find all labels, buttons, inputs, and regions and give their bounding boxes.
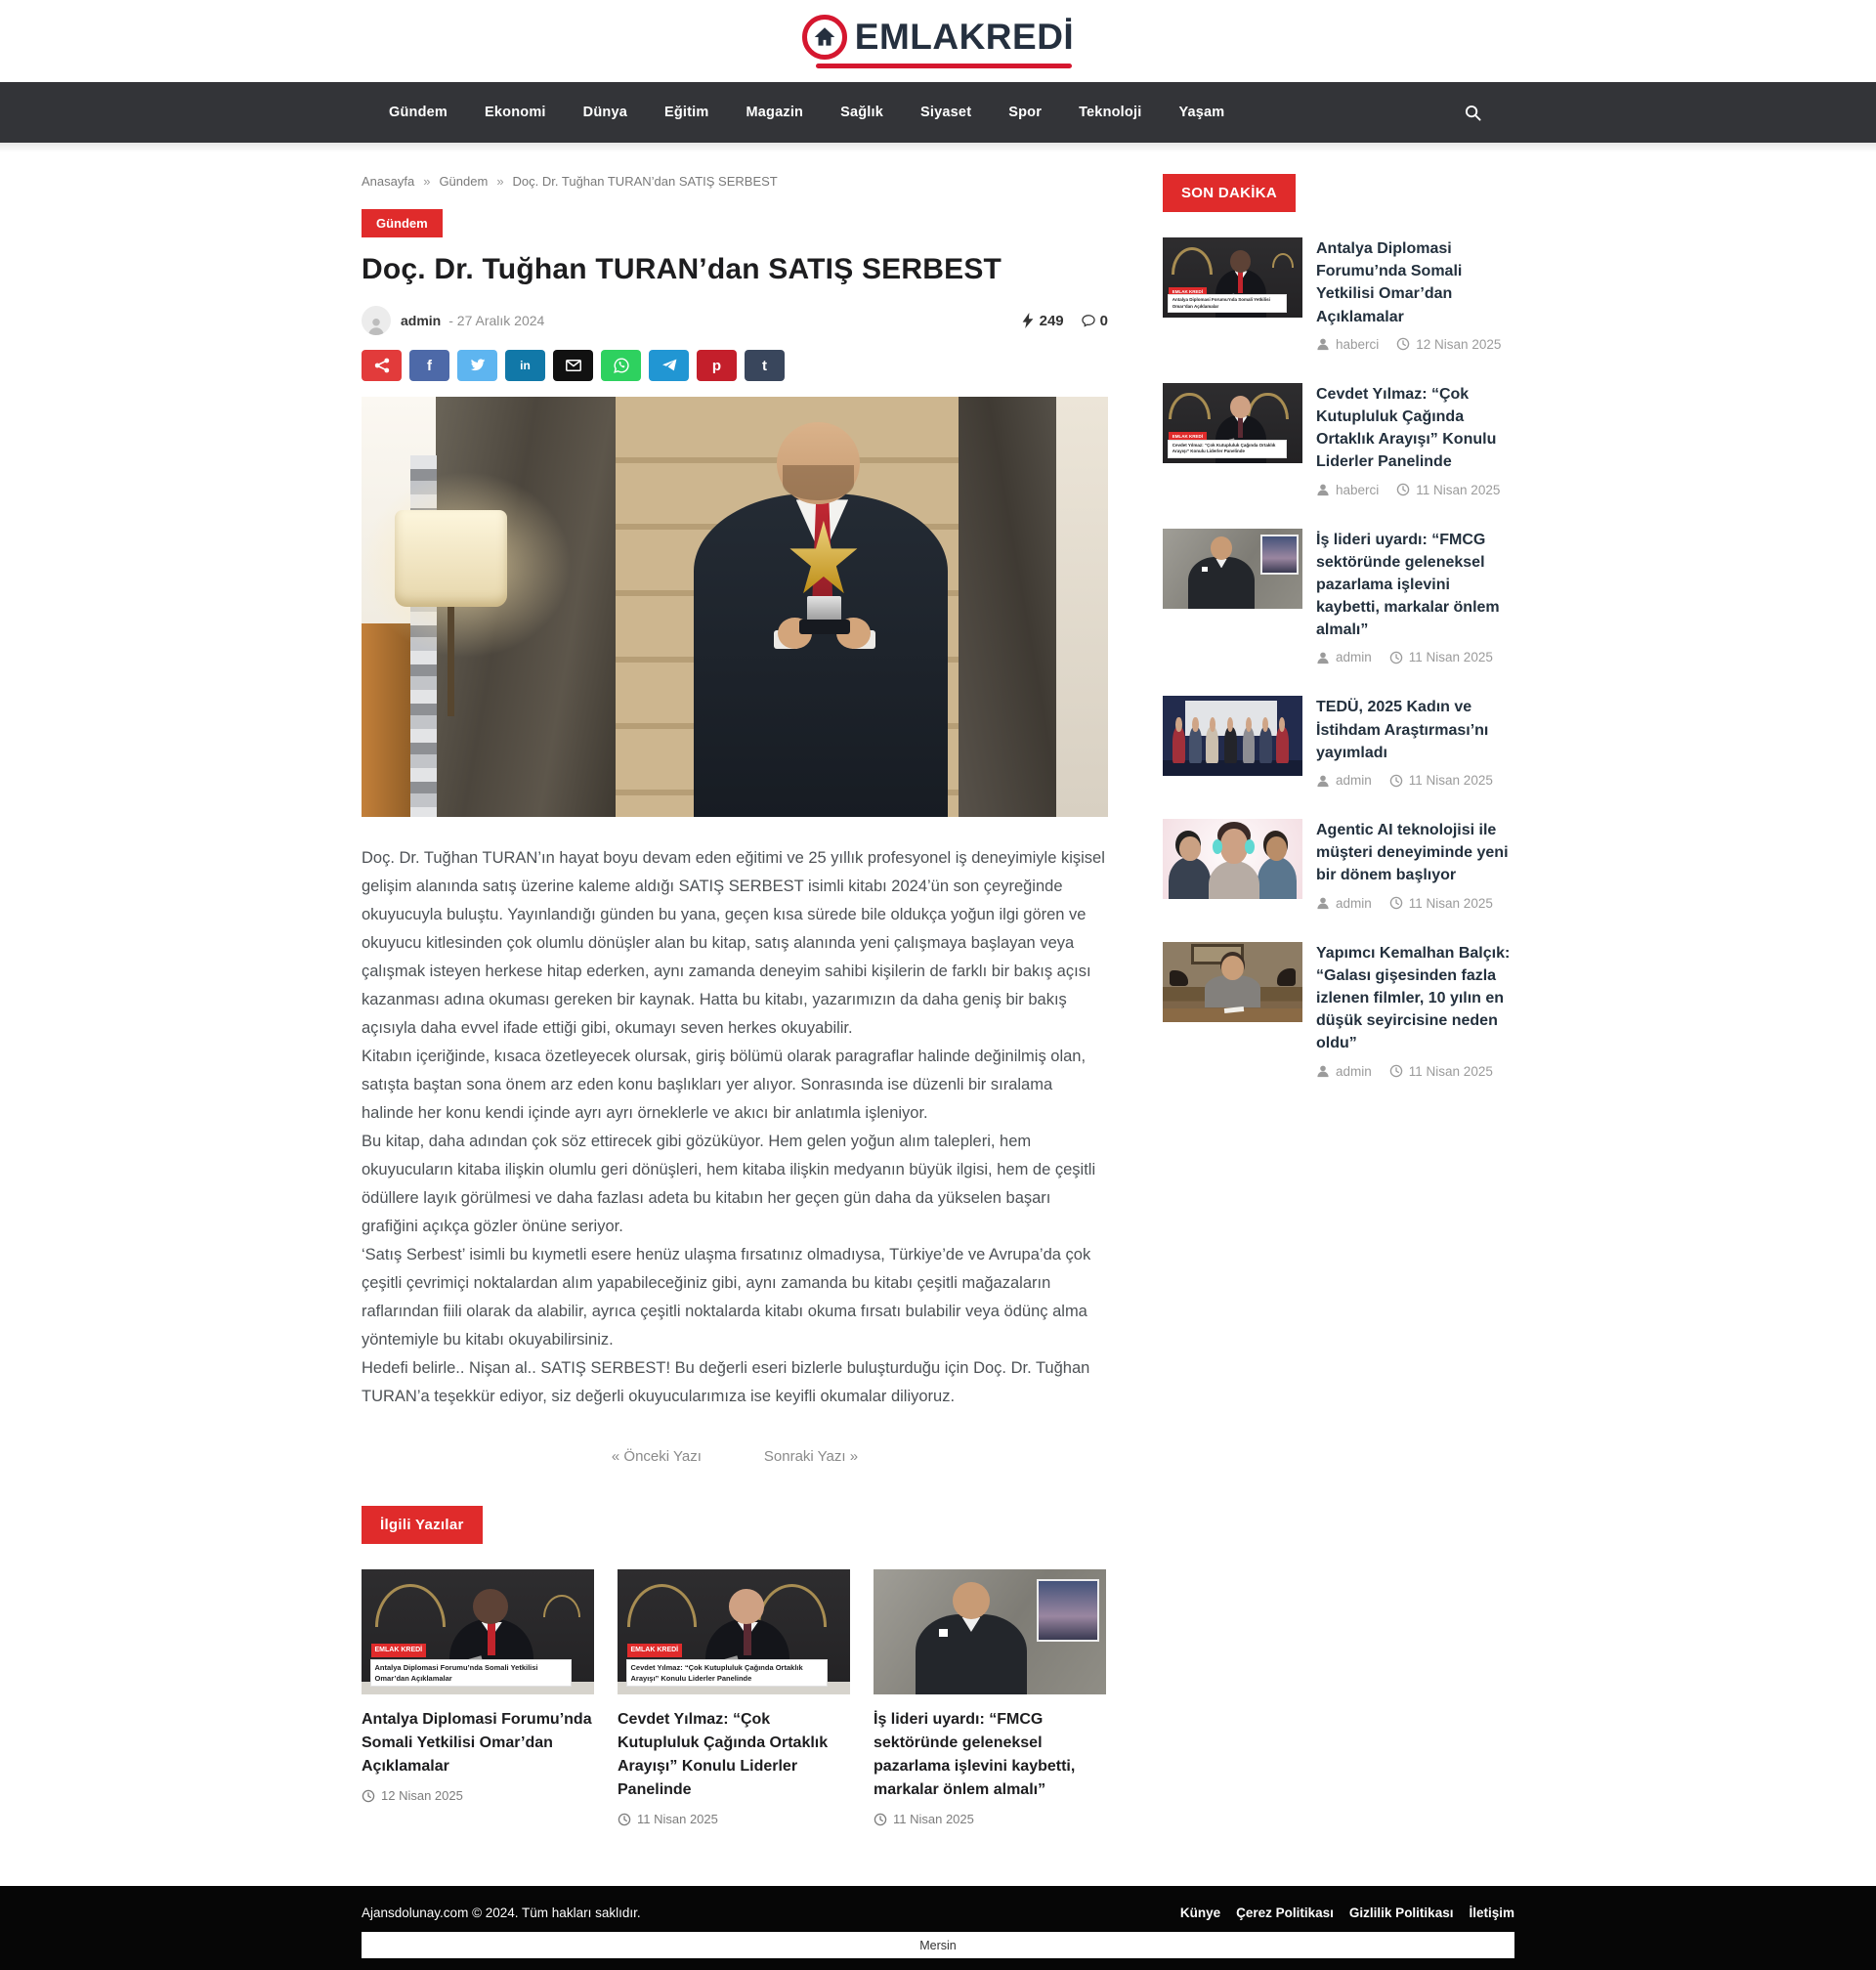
news-title[interactable]: Agentic AI teknolojisi ile müşteri deneyiminde yeni bir dönem başlıyor [1316,822,1509,884]
thumb-caption: Antalya Diplomasi Forumu’nda Somali Yetkilisi Omar’dan Açıklamalar [1169,295,1286,313]
related-card-thumbnail [618,1569,850,1694]
sidebar-news-item[interactable] [1163,529,1514,665]
email-icon[interactable] [553,350,593,381]
news-date: 11 Nisan 2025 [1416,482,1501,497]
news-author[interactable]: admin [1336,650,1372,665]
footer-copyright: Ajansdolunay.com © 2024. Tüm hakları saklıdır. [362,1906,641,1920]
related-card-thumbnail [874,1569,1106,1694]
search-icon[interactable] [1465,105,1514,121]
thumb-caption: Cevdet Yılmaz: “Çok Kutupluluk Çağında Ortaklık Arayışı” Konulu Liderler Panelinde [627,1660,828,1687]
news-meta [1316,1064,1514,1079]
author-name[interactable]: admin [401,313,442,328]
news-meta [1316,773,1514,788]
user-icon [1316,651,1330,664]
clock-icon [1389,1064,1403,1078]
related-card[interactable] [362,1569,594,1826]
news-author[interactable]: haberci [1336,336,1380,352]
nav-item-siyaset[interactable]: Siyaset [920,105,972,120]
footer-links [1180,1906,1514,1920]
news-thumbnail [1163,819,1302,899]
news-title[interactable]: Yapımcı Kemalhan Balçık: “Galası gişesinden fazla izlenen filmler, 10 yılın en düşük seyircisine neden oldu” [1316,944,1511,1052]
nav-item-ekonomi[interactable]: Ekonomi [485,105,546,120]
article-column [362,174,1108,1826]
category-badge[interactable]: Gündem [362,209,443,237]
news-title[interactable]: TEDÜ, 2025 Kadın ve İstihdam Araştırması’nı yayımladı [1316,699,1489,761]
footer-location-bar: Mersin [362,1932,1514,1958]
site-logo[interactable] [802,15,1074,68]
article-title: Doç. Dr. Tuğhan TURAN’dan SATIŞ SERBEST [362,253,1002,285]
comment-count[interactable]: 0 [1082,313,1108,329]
article-paragraph: Kitabın içeriğinde, kısaca özetleyecek olursak, giriş bölümü olarak paragraflar halinde değinilmiş olan, satışta baştan sona önem arz eden konu başlıkları yer alıyor. Sonrasında ise düzenli bir sıralama halinde her konu kendi içinde ayrı ayrı örneklerle ve akıcı bir anlatımla işleniyor. [362,1048,1087,1122]
home-icon [802,15,847,60]
news-meta [1316,650,1514,664]
related-card[interactable] [874,1569,1106,1826]
thumb-brand-tag: EMLAK KREDİ [1169,432,1207,441]
twitter-icon[interactable] [457,350,497,381]
news-date: 11 Nisan 2025 [1408,1063,1493,1079]
breadcrumb-home[interactable]: Anasayfa [362,174,415,189]
site-logo-text: EMLAKREDİ [854,16,1075,57]
news-title[interactable]: Cevdet Yılmaz: “Çok Kutupluluk Çağında Ortaklık Arayışı” Konulu Liderler Panelinde [1316,385,1497,471]
sidebar-news-item[interactable] [1163,696,1514,788]
nav-item-magazin[interactable]: Magazin [746,105,804,120]
nav-item-gundem[interactable]: Gündem [389,105,448,120]
tumblr-icon[interactable]: t [745,350,785,381]
user-icon [1316,483,1330,496]
news-meta [1316,337,1514,352]
publish-date: - 27 Aralık 2024 [448,313,545,328]
clock-icon [874,1813,887,1826]
footer-link-iletisim[interactable]: İletişim [1469,1906,1514,1920]
site-header [0,0,1876,82]
nav-shadow [0,143,1876,152]
footer-bottom-strip [0,1958,1876,1970]
sidebar-news-item[interactable] [1163,942,1514,1079]
article-meta-row [362,306,1108,335]
news-author[interactable]: admin [1336,773,1372,788]
breaking-news-sidebar [1163,174,1514,1826]
sidebar-news-item[interactable] [1163,819,1514,911]
main-navigation [0,82,1876,143]
sidebar-news-item[interactable] [1163,383,1514,497]
share-buttons [362,350,1108,381]
nav-item-spor[interactable]: Spor [1008,105,1043,120]
news-thumbnail [1163,383,1302,463]
user-icon [1316,337,1330,351]
related-card-title[interactable]: Antalya Diplomasi Forumu’nda Somali Yetkilisi Omar’dan Açıklamalar [362,1711,592,1775]
news-date: 11 Nisan 2025 [1408,895,1493,911]
sidebar-news-item[interactable] [1163,237,1514,352]
clock-icon [1389,774,1403,788]
news-thumbnail [1163,529,1302,609]
comment-icon [1082,313,1095,328]
news-date: 11 Nisan 2025 [1408,773,1493,788]
nav-item-egitim[interactable]: Eğitim [663,105,709,120]
linkedin-icon[interactable]: in [505,350,545,381]
footer-link-cerez[interactable]: Çerez Politikası [1236,1906,1334,1920]
related-card-title[interactable]: İş lideri uyardı: “FMCG sektöründe geleneksel pazarlama işlevini kaybetti, markalar önlem almalı” [874,1711,1076,1798]
site-footer [0,1886,1876,1970]
thumb-brand-tag: EMLAK KREDİ [371,1644,427,1656]
news-date: 11 Nisan 2025 [1408,650,1493,665]
clock-icon [1389,896,1403,910]
news-meta [1316,483,1514,497]
lightning-icon [1021,313,1035,328]
breadcrumb [362,174,1108,189]
user-icon [1316,1064,1330,1078]
article-paragraph: Doç. Dr. Tuğhan TURAN’ın hayat boyu devam eden eğitimi ve 25 yıllık profesyonel iş deneyimiyle kişisel gelişim alanında satış üzerine kaleme aldığı SATIŞ SERBEST isimli kitabı 2024’ün son çeyreğinde okuyucuyla buluştu. Yayınlandığı günden bu yana, geçen kısa sürede bile oldukça yoğun ilgi gören ve okuyucu kitlesinden çok olumlu dönüşler alan bu kitap, satış alanında yeni çalışmaya başlayan veya çalışmak isteyen herkese hitap ederken, aynı zamanda deneyim sahibi kişilerin de farklı bir bakış açısı kazanması adına okuması gereken bir kaynak. Hatta bu kitabı, yazarımızın da daha geniş bir bakış açısıyla daha evvel ifade ettiği gibi, okumayı seven herkes okuyabilir. [362,849,1105,1037]
thumb-brand-tag: EMLAK KREDİ [627,1644,683,1656]
related-card-date: 11 Nisan 2025 [874,1812,1106,1826]
news-date: 12 Nisan 2025 [1416,336,1502,352]
thumb-brand-tag: EMLAK KREDİ [1169,287,1207,296]
clock-icon [362,1789,375,1803]
nav-item-dunya[interactable]: Dünya [582,105,627,120]
news-thumbnail [1163,237,1302,318]
view-count: 249 [1021,313,1064,329]
next-post-link[interactable]: Sonraki Yazı » [763,1448,859,1465]
facebook-icon[interactable]: f [409,350,449,381]
footer-link-kunye[interactable]: Künye [1179,1906,1221,1920]
breadcrumb-category[interactable]: Gündem [439,174,489,189]
nav-item-teknoloji[interactable]: Teknoloji [1079,105,1142,120]
clock-icon [1389,651,1403,664]
author-avatar [362,306,391,335]
article-paragraph: Hedefi belirle.. Nişan al.. SATIŞ SERBEST! Bu değerli eseri bizlerle buluşturduğu için Doç. Dr. Tuğhan TURAN’a teşekkür ediyor, siz değerli okuyucularımıza ise keyifli okumalar diliyoruz. [362,1359,1090,1405]
user-icon [1316,896,1330,910]
news-thumbnail [1163,696,1302,776]
nav-item-saglik[interactable]: Sağlık [840,105,884,120]
related-card-thumbnail [362,1569,594,1694]
clock-icon [618,1813,631,1826]
featured-image [362,397,1108,817]
related-card-title[interactable]: Cevdet Yılmaz: “Çok Kutupluluk Çağında Ortaklık Arayışı” Konulu Liderler Panelinde [618,1711,829,1798]
logo-underline [816,64,1072,68]
nav-item-yasam[interactable]: Yaşam [1178,105,1225,120]
footer-link-gizlilik[interactable]: Gizlilik Politikası [1348,1906,1454,1920]
news-thumbnail [1163,942,1302,1022]
previous-post-link[interactable]: « Önceki Yazı [611,1448,702,1465]
clock-icon [1396,337,1410,351]
news-author[interactable]: admin [1336,1063,1372,1079]
related-posts-section [362,1506,1108,1826]
related-card-date: 11 Nisan 2025 [618,1812,850,1826]
breadcrumb-current: Doç. Dr. Tuğhan TURAN’dan SATIŞ SERBEST [512,174,778,189]
news-title[interactable]: İş lideri uyardı: “FMCG sektöründe geleneksel pazarlama işlevini kaybetti, markalar önlem almalı” [1316,531,1500,639]
pinterest-icon[interactable]: p [697,350,737,381]
thumb-caption: Cevdet Yılmaz: “Çok Kutupluluk Çağında Ortaklık Arayışı” Konulu Liderler Panelinde [1169,441,1286,458]
related-card-date: 12 Nisan 2025 [362,1788,594,1803]
share-icon[interactable] [362,350,402,381]
telegram-icon[interactable] [649,350,689,381]
news-meta [1316,896,1514,911]
user-icon [1316,774,1330,788]
thumb-caption: Antalya Diplomasi Forumu’nda Somali Yetkilisi Omar’dan Açıklamalar [371,1660,572,1687]
news-author[interactable]: haberci [1336,482,1380,497]
article-paragraph: ‘Satış Serbest’ isimli bu kıymetli esere henüz ulaşma fırsatınız olmadıysa, Türkiye’de ve Avrupa’da çok çeşitli çevrimiçi noktalardan alım yapabileceğiniz gibi, aynı zamanda bu kitabı çeşitli mağazaların raflarından fiili olarak da alabilir, ayrıca çeşitli noktalarda kitabı okuma fırsatı bulabilir veya ödünç alma yöntemiyle bu kitabı okuyabilirsiniz. [362,1246,1091,1349]
breaking-news-badge: SON DAKİKA [1163,174,1296,212]
whatsapp-icon[interactable] [601,350,641,381]
related-card[interactable] [618,1569,850,1826]
post-navigation [362,1448,1108,1465]
nav-items [362,104,1224,121]
news-title[interactable]: Antalya Diplomasi Forumu’nda Somali Yetkilisi Omar’dan Açıklamalar [1316,240,1463,325]
clock-icon [1396,483,1410,496]
related-posts-badge: İlgili Yazılar [362,1506,483,1544]
article-paragraph: Bu kitap, daha adından çok söz ettirecek gibi gözüküyor. Hem gelen yoğun alım talepleri, hem okuyucuların kitaba ilişkin olumlu geri dönüşleri, hem kitaba ilişkin medyanın büyük ilgisi, hem de çeşitli ödüllere layık görülmesi ve daha fazlası adeta bu kitabın her geçen gün daha da yükselen başarı grafiğini açıkça gözler önüne seriyor. [362,1133,1096,1235]
breadcrumb-separator: » [496,174,504,189]
breadcrumb-separator: » [423,174,431,189]
article-body [362,844,1108,1411]
news-author[interactable]: admin [1336,895,1372,911]
